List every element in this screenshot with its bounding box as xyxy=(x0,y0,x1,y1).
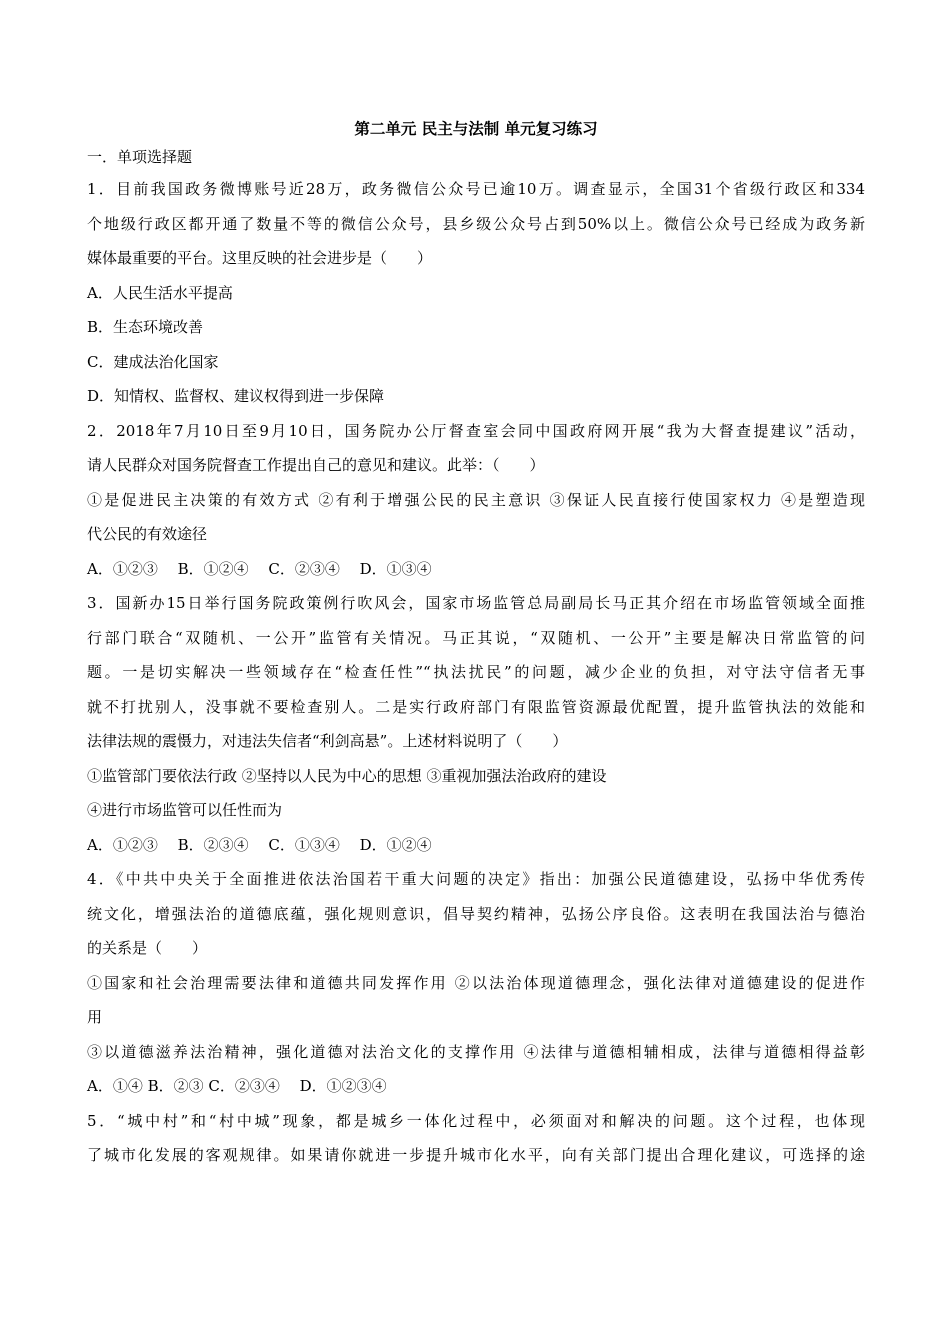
text-line: 行部门联合“双随机、一公开”监管有关情况。马正其说，“双随机、一公开”主要是解决日常监管的问 xyxy=(87,628,865,647)
text-line: B．生态环境改善 xyxy=(87,318,204,336)
section-heading: 一．单项选择题 xyxy=(87,148,193,166)
text-line: A．①④ B．②③ C．②③④ D．①②③④ xyxy=(87,1077,387,1095)
text-line: 1．目前我国政务微博账号近28万，政务微信公众号已逾10万。调查显示，全国31个省级行政区和334 xyxy=(87,180,865,198)
text-line: 用 xyxy=(87,1008,103,1026)
text-line: ④进行市场监管可以任性而为 xyxy=(87,801,283,819)
text-line: 就不打扰别人，没事就不要检查别人。二是实行政府部门有限监管资源最优配置，提升监管执法的效能和 xyxy=(87,697,865,716)
text-line: ①是促进民主决策的有效方式 ②有利于增强公民的民主意识 ③保证人民直接行使国家权力 ④是塑造现 xyxy=(87,490,865,509)
text-line: A．①②③ B．②③④ C．①③④ D．①②④ xyxy=(87,835,432,854)
text-line: A．人民生活水平提高 xyxy=(87,283,233,302)
text-line: D．知情权、监督权、建议权得到进一步保障 xyxy=(87,387,385,405)
text-line: A．①②③ B．①②④ C．②③④ D．①③④ xyxy=(87,559,432,578)
text-line: ①监管部门要依法行政 ②坚持以人民为中心的思想 ③重视加强法治政府的建设 xyxy=(87,766,607,785)
text-line: 了城市化发展的客观规律。如果请你就进一步提升城市化水平，向有关部门提出合理化建议，可选择的途 xyxy=(87,1146,865,1164)
document-title: 第二单元 民主与法制 单元复习练习 xyxy=(354,119,598,138)
text-line: ①国家和社会治理需要法律和道德共同发挥作用 ②以法治体现道德理念，强化法律对道德建设的促进作 xyxy=(87,973,865,992)
text-line: C．建成法治化国家 xyxy=(87,352,219,371)
question-text xyxy=(87,172,865,1173)
text-line: 的关系是（ ） xyxy=(87,939,208,957)
text-line: ③以道德滋养法治精神，强化道德对法治文化的支撑作用 ④法律与道德相辅相成，法律与道德相得益彰 xyxy=(87,1042,865,1061)
text-line: 题。一是切实解决一些领域存在“检查任性”“执法扰民”的问题，减少企业的负担，对守法守信者无事 xyxy=(87,663,865,681)
text-line: 媒体最重要的平台。这里反映的社会进步是（ ） xyxy=(87,249,433,267)
text-line: 请人民群众对国务院督查工作提出自己的意见和建议。此举：（ ） xyxy=(87,456,545,474)
text-line: 2．2018年7月10日至9月10日，国务院办公厅督查室会同中国政府网开展“我为大督查提建议”活动， xyxy=(87,421,865,440)
text-line: 4．《中共中央关于全面推进依法治国若干重大问题的决定》指出：加强公民道德建设，弘扬中华优秀传 xyxy=(87,870,865,888)
document-content xyxy=(87,116,865,1173)
text-line: 代公民的有效途径 xyxy=(87,525,208,543)
text-line: 法律法规的震慑力，对违法失信者“利剑高悬”。上述材料说明了（ ） xyxy=(87,732,568,750)
text-line: 3．国新办15日举行国务院政策例行吹风会，国家市场监管总局副局长马正其介绍在市场监管领域全面推 xyxy=(87,594,865,612)
text-line: 个地级行政区都开通了数量不等的微信公众号，县乡级公众号占到50%以上。微信公众号已经成为政务新 xyxy=(87,214,865,233)
text-line: 统文化，增强法治的道德底蕴，强化规则意识，倡导契约精神，弘扬公序良俗。这表明在我国法治与德治 xyxy=(87,904,865,923)
text-line: 5．“城中村”和“村中城”现象，都是城乡一体化过程中，必须面对和解决的问题。这个过程，也体现 xyxy=(87,1111,865,1130)
